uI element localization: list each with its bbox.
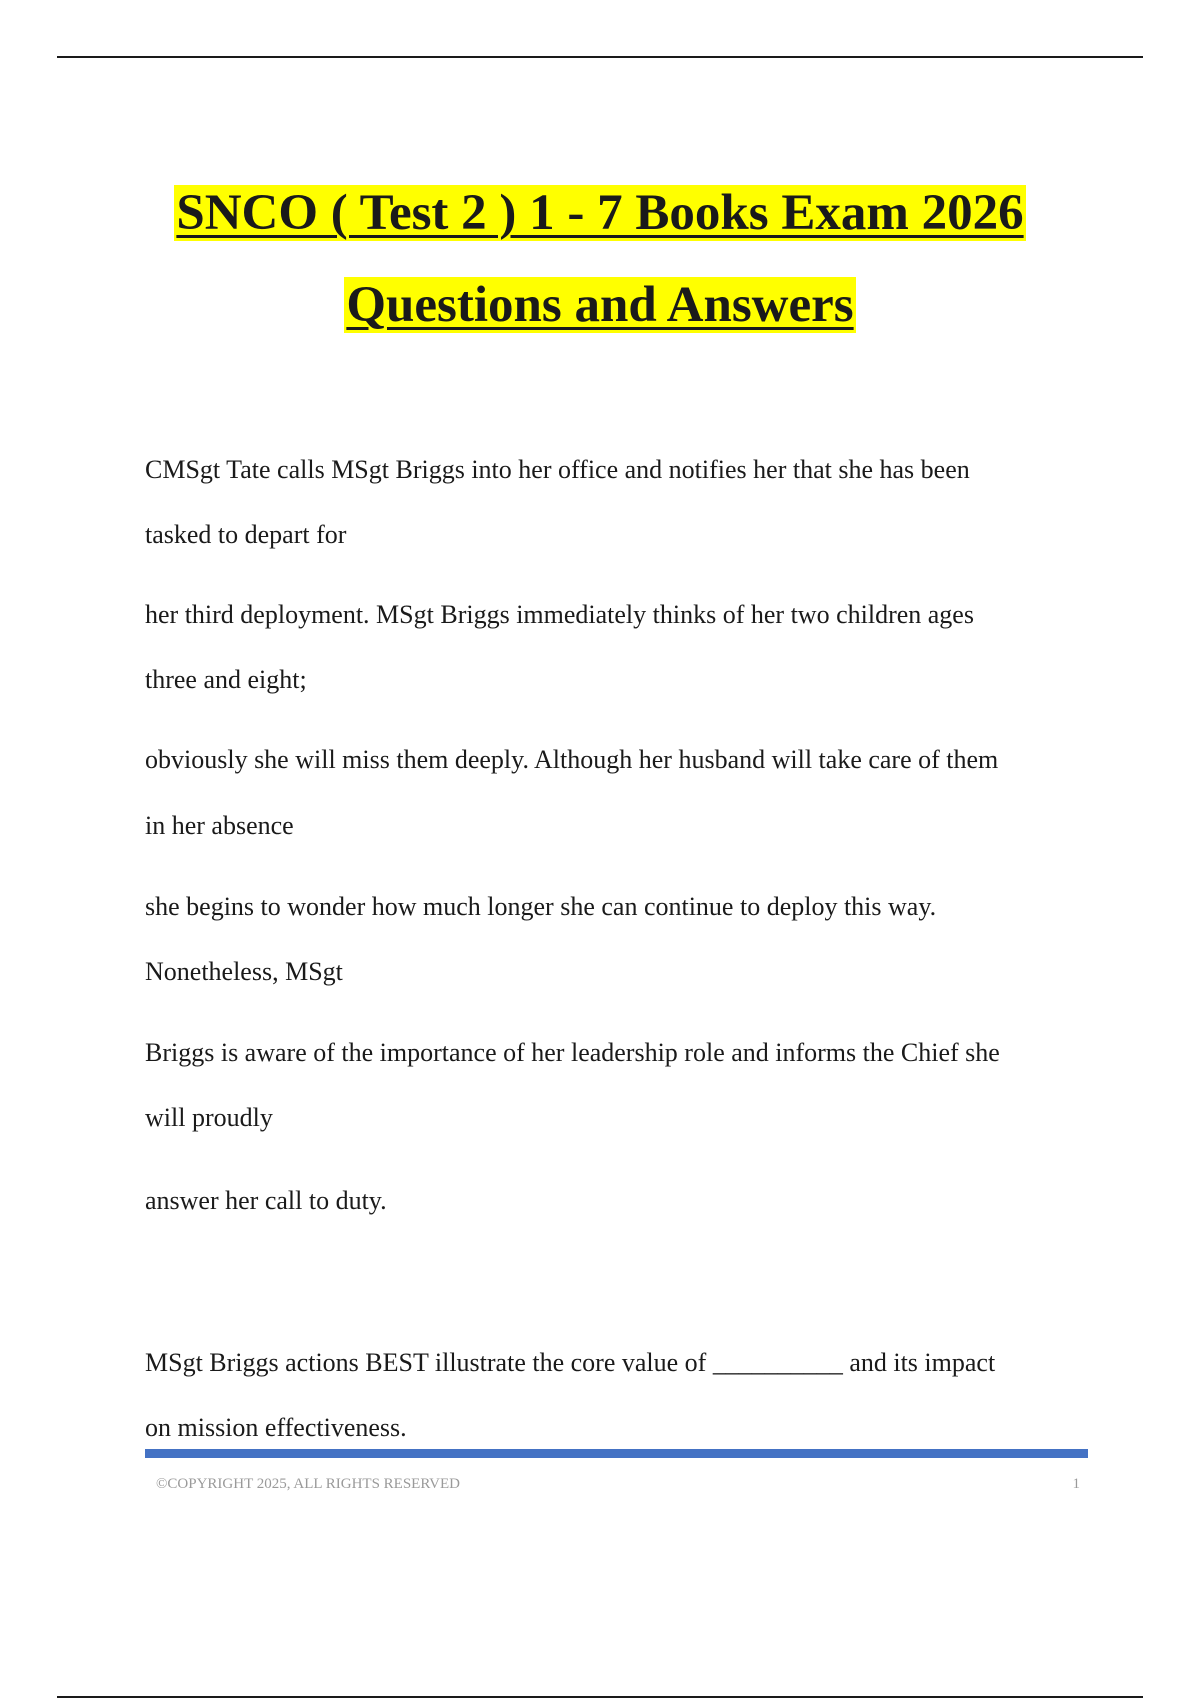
title-text-1: SNCO ( Test 2 ) 1 - 7 Books Exam 2026 bbox=[176, 185, 1024, 241]
body-line: answer her call to duty. bbox=[145, 1186, 387, 1215]
footer-bar bbox=[145, 1449, 1088, 1458]
document-title-line-2 bbox=[0, 274, 1200, 336]
page-number: 1 bbox=[1072, 1476, 1080, 1492]
question-line: MSgt Briggs actions BEST illustrate the core value of __________ and its impact bbox=[145, 1348, 996, 1377]
body-line: CMSgt Tate calls MSgt Briggs into her office and notifies her that she has been bbox=[145, 455, 970, 484]
body-line: she begins to wonder how much longer she can continue to deploy this way. bbox=[145, 892, 937, 921]
body-line: Nonetheless, MSgt bbox=[145, 957, 343, 986]
body-line: in her absence bbox=[145, 811, 294, 840]
body-line: three and eight; bbox=[145, 665, 307, 694]
body-line: obviously she will miss them deeply. Although her husband will take care of them bbox=[145, 745, 999, 774]
body-line: will proudly bbox=[145, 1103, 273, 1132]
footer-copyright: ©COPYRIGHT 2025, ALL RIGHTS RESERVED bbox=[156, 1476, 460, 1492]
title-text-2: Questions and Answers bbox=[346, 277, 854, 333]
body-line: Briggs is aware of the importance of her leadership role and informs the Chief she bbox=[145, 1038, 1000, 1067]
question-line: on mission effectiveness. bbox=[145, 1413, 407, 1442]
body-line: tasked to depart for bbox=[145, 520, 347, 549]
top-rule bbox=[57, 56, 1143, 58]
document-title-line-1 bbox=[0, 182, 1200, 244]
body-line: her third deployment. MSgt Briggs immediately thinks of her two children ages bbox=[145, 600, 974, 629]
bottom-rule bbox=[57, 1696, 1143, 1698]
